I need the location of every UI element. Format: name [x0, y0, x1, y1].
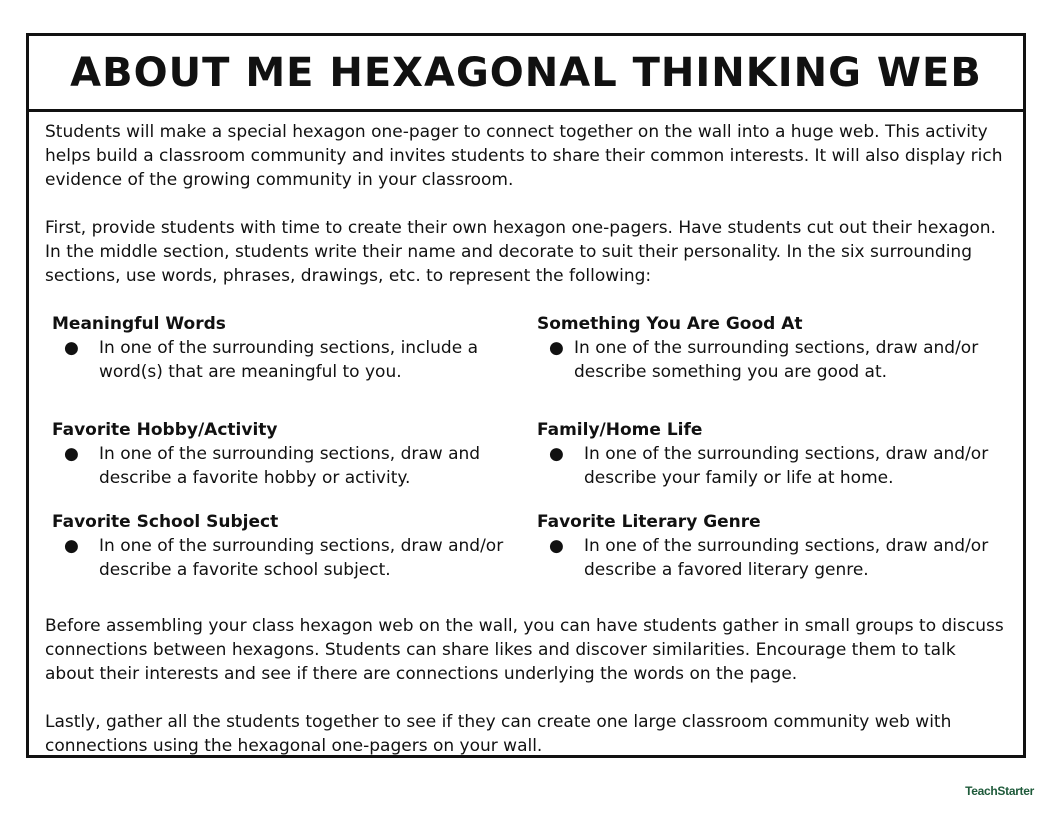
- bullet-icon: ●: [64, 536, 79, 556]
- list-item: [537, 442, 1010, 490]
- section-title: Meaningful Words: [52, 314, 226, 334]
- section-something-you-are-good-at: [530, 312, 1010, 418]
- bullet-text: In one of the surrounding sections, draw and describe a favorite hobby or activity.: [99, 444, 481, 488]
- list-item: [537, 336, 1010, 384]
- intro-paragraph: Students will make a special hexagon one-pager to connect together on the wall into a huge web. This activity helps build a classroom community and invites students to share their common interests. It will also display rich evidence of the growing community in your classroom.: [45, 122, 1003, 190]
- title-bar: [29, 36, 1023, 112]
- bullet-text: In one of the surrounding sections, include a word(s) that are meaningful to you.: [99, 338, 478, 382]
- section-title: Something You Are Good At: [537, 314, 803, 334]
- bullet-list: [537, 336, 1010, 384]
- section-title: Favorite Literary Genre: [537, 512, 761, 532]
- bullet-list: [537, 534, 1010, 582]
- section-favorite-literary-genre: [530, 510, 1010, 590]
- sections-grid: [45, 312, 1007, 590]
- list-item: [52, 336, 530, 384]
- discussion-paragraph: Before assembling your class hexagon web on the wall, you can have students gather in small groups to discuss connections between hexagons. Students can share likes and discover similarities. Encourage them to talk about their interests and see if there are connections underlying the words on the page.: [45, 616, 1004, 684]
- section-favorite-school-subject: [45, 510, 530, 590]
- bullet-list: [52, 534, 530, 582]
- section-meaningful-words: [45, 312, 530, 418]
- list-item: [537, 534, 1010, 582]
- section-title: Favorite Hobby/Activity: [52, 420, 278, 440]
- bullet-text: In one of the surrounding sections, draw and/or describe your family or life at home.: [584, 444, 989, 488]
- bullet-icon: ●: [549, 338, 564, 358]
- bullet-icon: ●: [64, 338, 79, 358]
- worksheet-frame: [26, 33, 1026, 758]
- content-area: [29, 112, 1023, 758]
- bullet-icon: ●: [549, 536, 564, 556]
- bullet-text: In one of the surrounding sections, draw and/or describe a favorite school subject.: [99, 536, 504, 580]
- page-title: ABOUT ME HEXAGONAL THINKING WEB: [70, 49, 982, 96]
- bullet-text: In one of the surrounding sections, draw and/or describe something you are good at.: [574, 338, 979, 382]
- section-title: Family/Home Life: [537, 420, 703, 440]
- bullet-icon: ●: [549, 444, 564, 464]
- bullet-text: In one of the surrounding sections, draw and/or describe a favored literary genre.: [584, 536, 989, 580]
- instructions-paragraph: First, provide students with time to create their own hexagon one-pagers. Have students cut out their hexagon. In the middle section, students write their name and decorate to suit their personality. In the six surrounding sections, use words, phrases, drawings, etc. to represent the following:: [45, 218, 996, 286]
- list-item: [52, 534, 530, 582]
- section-title: Favorite School Subject: [52, 512, 279, 532]
- bullet-list: [52, 336, 530, 384]
- teachstarter-logo: TeachStarter: [965, 784, 1034, 798]
- bullet-list: [537, 442, 1010, 490]
- closing-paragraph: Lastly, gather all the students together to see if they can create one large classroom community web with connections using the hexagonal one-pagers on your wall.: [45, 712, 952, 756]
- section-favorite-hobby: [45, 418, 530, 510]
- bullet-list: [52, 442, 530, 490]
- section-family-home-life: [530, 418, 1010, 510]
- bullet-icon: ●: [64, 444, 79, 464]
- list-item: [52, 442, 530, 490]
